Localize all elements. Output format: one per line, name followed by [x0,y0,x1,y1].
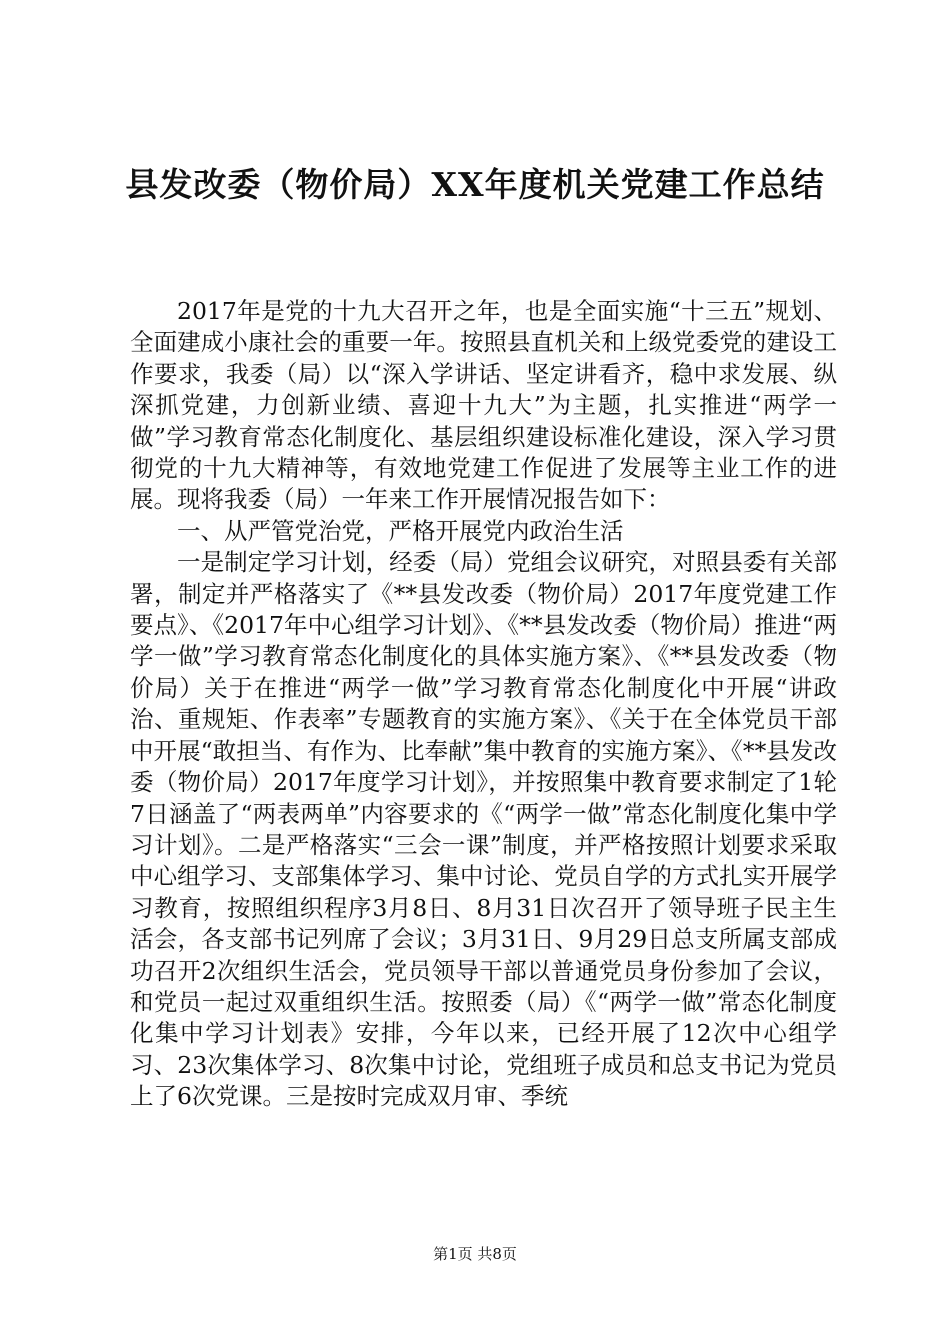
document-title: 县发改委（物价局）XX年度机关党建工作总结 [125,165,825,204]
section-heading-1: 一、从严管党治党，严格开展党内政治生活 [177,516,624,545]
document-body [130,296,837,1113]
paragraph-intro: 2017年是党的十九大召开之年，也是全面实施“十三五”规划、全面建成小康社会的重要一年。按照县直机关和上级党委党的建设工作要求，我委（局）以“深入学讲话、坚定讲看齐，稳中求发展、纵深抓党建，力创新业绩、喜迎十九大”为主题，扎实推进“两学一做”学习教育常态化制度化、基层组织建设标准化建设，深入学习贯彻党的十九大精神等，有效地党建工作促进了发展等主业工作的进展。现将我委（局）一年来工作开展情况报告如下： [130,297,837,514]
paragraph-section-1: 一是制定学习计划，经委（局）党组会议研究，对照县委有关部署，制定并严格落实了《**县发改委（物价局）2017年度党建工作要点》、《2017年中心组学习计划》、《**县发改委（物价局）推进“两学一做”学习教育常态化制度化的具体实施方案》、《**县发改委（物价局）关于在推进“两学一做”学习教育常态化制度化中开展“讲政治、重规矩、作表率”专题教育的实施方案》、《关于在全体党员干部中开展“敢担当、有作为、比奉献”集中教育的实施方案》、《**县发改委（物价局）2017年度学习计划》，并按照集中教育要求制定了1轮7日涵盖了“两表两单”内容要求的《“两学一做”常态化制度化集中学习计划》。二是严格落实“三会一课”制度，并严格按照计划要求采取中心组学习、支部集体学习、集中讨论、党员自学的方式扎实开展学习教育，按照组织程序3月8日、8月31日次召开了领导班子民主生活会，各支部书记列席了会议；3月31日、9月29日总支所属支部成功召开2次组织生活会，党员领导干部以普通党员身份参加了会议，和党员一起过双重组织生活。按照委（局）《“两学一做”常态化制度化集中学习计划表》安排，今年以来，已经开展了12次中心组学习、23次集体学习、8次集中讨论，党组班子成员和总支书记为党员上了6次党课。三是按时完成双月审、季统 [130,548,837,1111]
page-number-footer: 第1页 共8页 [433,1245,517,1263]
